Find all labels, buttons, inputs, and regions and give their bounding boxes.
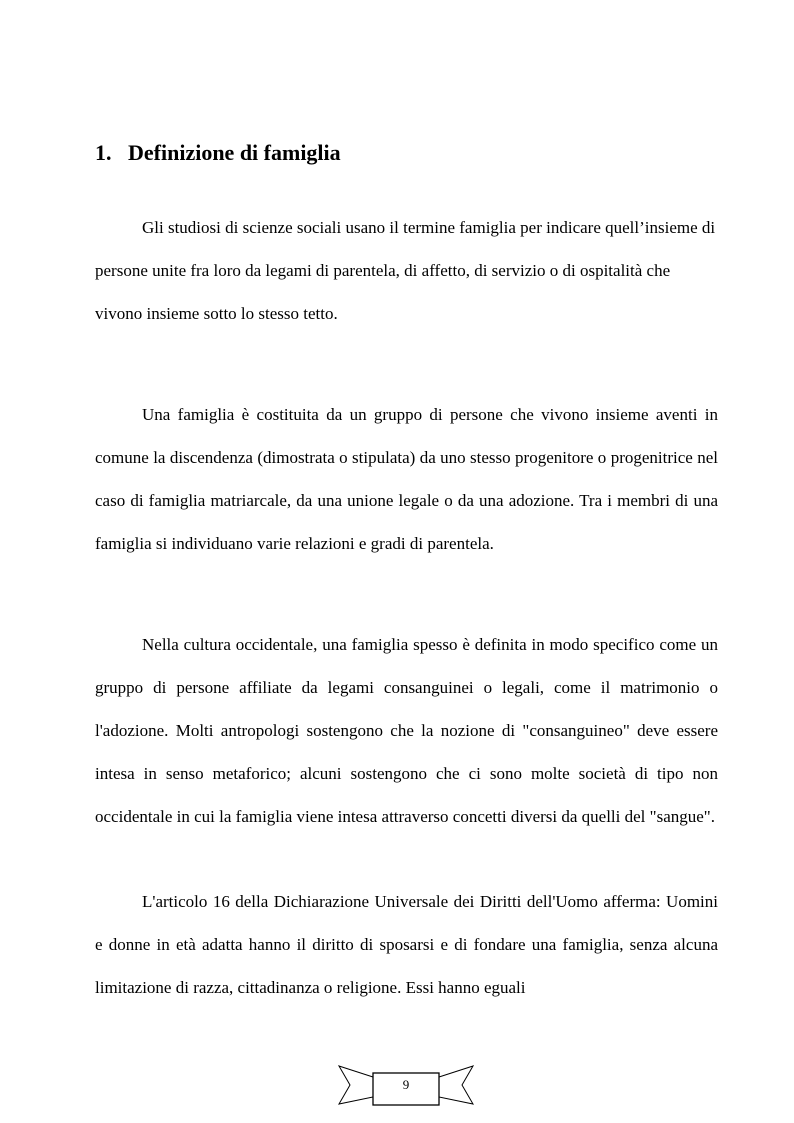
- paragraph-text: Nella cultura occidentale, una famiglia spesso è definita in modo specifico come un gruppo di persone affiliate da legami consanguinei o legali, come il matrimonio o l'adozione. Molti antropologi sostengono che la nozione di "consanguineo" deve essere intesa in senso metaforico; alcuni sostengono che ci sono molte società di tipo non occidentale in cui la famiglia viene intesa attraverso concetti diversi da quelli del "sangue".: [95, 635, 718, 826]
- paragraph-4: [95, 880, 718, 1009]
- paragraph-text: Gli studiosi di scienze sociali usano il termine famiglia per indicare quell’insieme di persone unite fra loro da legami di parentela, di affetto, di servizio o di ospitalità che vivono insieme sotto lo stesso tetto.: [95, 218, 716, 323]
- page-number-ribbon: [338, 1063, 474, 1107]
- section-heading: [95, 140, 341, 166]
- page-number: 9: [402, 1077, 410, 1092]
- paragraph-3: [95, 623, 718, 838]
- paragraph-1: [95, 206, 718, 335]
- section-title: Definizione di famiglia: [128, 140, 341, 165]
- section-number: 1.: [95, 140, 112, 165]
- paragraph-text: Una famiglia è costituita da un gruppo di persone che vivono insieme aventi in comune la discendenza (dimostrata o stipulata) da uno stesso progenitore o progenitrice nel caso di famiglia matriarcale, da una unione legale o da una adozione. Tra i membri di una famiglia si individuano varie relazioni e gradi di parentela.: [95, 405, 718, 553]
- paragraph-text: L'articolo 16 della Dichiarazione Universale dei Diritti dell'Uomo afferma: Uomini e donne in età adatta hanno il diritto di sposarsi e di fondare una famiglia, senza alcuna limitazione di razza, cittadinanza o religione. Essi hanno eguali: [95, 892, 718, 997]
- paragraph-2: [95, 393, 718, 565]
